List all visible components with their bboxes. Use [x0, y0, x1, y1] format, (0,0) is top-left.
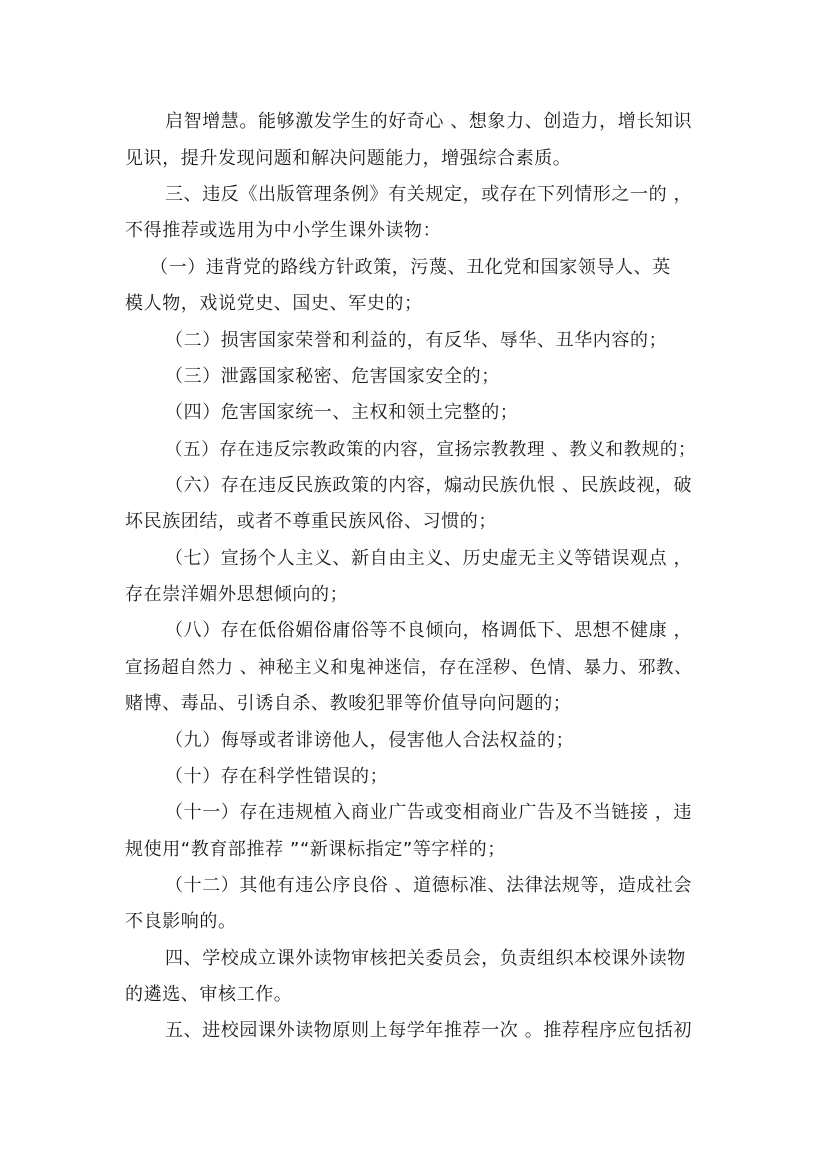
- text-line: 规使用“教育部推荐 ”“新课标指定”等字样的；: [125, 839, 506, 860]
- text-line: 模人物，戏说党史、国史、军史的；: [125, 293, 423, 314]
- text-line: 宣扬超自然力 、神秘主义和鬼神迷信，存在淫秽、色情、暴力、邪教、: [125, 658, 693, 678]
- text-line: 不良影响的。: [125, 911, 237, 932]
- text-line: （七）宣扬个人主义、新自由主义、历史虚无主义等错误观点 ，: [165, 548, 693, 569]
- text-line: （三）泄露国家秘密、危害国家安全的；: [165, 366, 500, 387]
- text-line: 赌博、毒品、引诱自杀、教唆犯罪等价值导向问题的；: [125, 693, 572, 714]
- text-line: （九）侮辱或者诽谤他人，侵害他人合法权益的；: [165, 730, 575, 751]
- text-line: （二）损害国家荣誉和利益的，有反华、辱华、丑华内容的；: [165, 330, 668, 351]
- text-line: 坏民族团结，或者不尊重民族风俗、习惯的；: [125, 511, 497, 532]
- text-line: 存在崇洋媚外思想倾向的；: [125, 584, 349, 605]
- text-line: （五）存在违反宗教政策的内容，宣扬宗教教理 、教义和教规的；: [165, 440, 697, 460]
- text-line: 四、学校成立课外读物审核把关委员会，负责组织本校课外读物: [165, 948, 686, 969]
- text-line: （四）危害国家统一、主权和领土完整的；: [165, 402, 519, 423]
- text-line: 见识，提升发现问题和解决问题能力，增强综合素质。: [125, 148, 572, 169]
- text-line: 五、进校园课外读物原则上每学年推荐一次 。推荐程序应包括初: [165, 1020, 693, 1041]
- text-line: 启智增慧。能够激发学生的好奇心 、想象力、创造力，增长知识: [165, 111, 693, 132]
- text-line: 的遴选、审核工作。: [125, 984, 293, 1005]
- text-line: （六）存在违反民族政策的内容，煽动民族仇恨 、民族歧视，破: [165, 475, 693, 496]
- text-line: （十一）存在违规植入商业广告或变相商业广告及不当链接 ，违: [165, 802, 693, 823]
- text-line: （八）存在低俗媚俗庸俗等不良倾向，格调低下、思想不健康 ，: [165, 620, 693, 641]
- text-line: （一）违背党的路线方针政策，污蔑、丑化党和国家领导人、英: [150, 257, 671, 278]
- text-line: （十二）其他有违公序良俗 、道德标准、法律法规等，造成社会: [165, 875, 693, 896]
- text-line: （十）存在科学性错误的；: [165, 766, 389, 787]
- text-line: 三、违反《出版管理条例》有关规定，或存在下列情形之一的 ，: [165, 184, 693, 205]
- text-line: 不得推荐或选用为中小学生课外读物：: [125, 220, 442, 241]
